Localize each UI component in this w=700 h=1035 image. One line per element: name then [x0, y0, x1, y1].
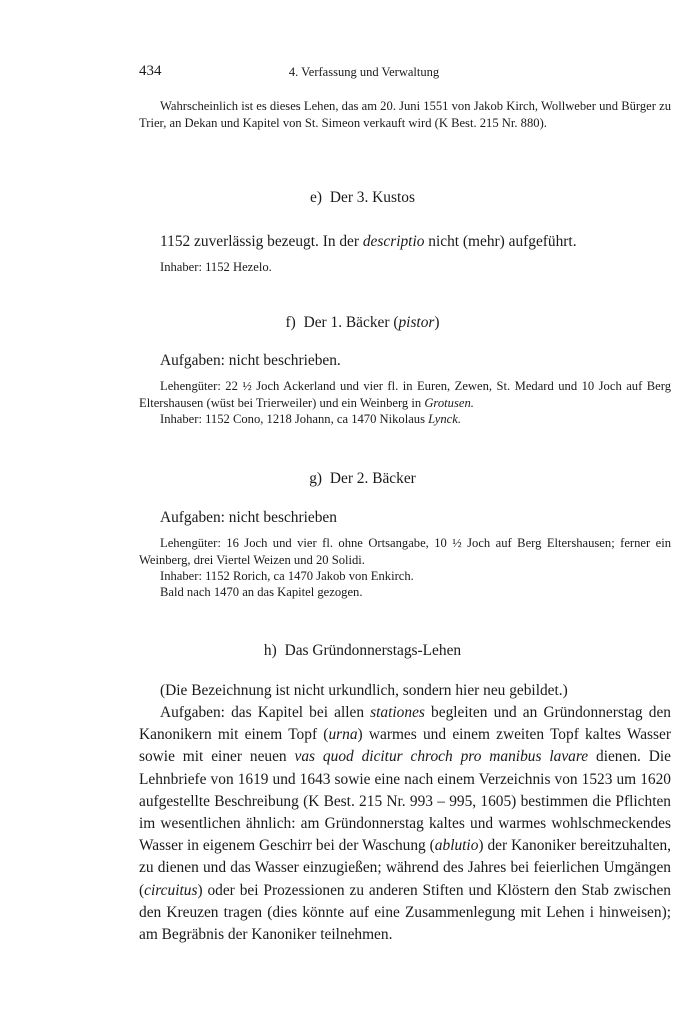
section-g-note: Bald nach 1470 an das Kapitel gezogen.	[160, 585, 363, 599]
section-f-holders	[139, 411, 671, 428]
section-h-title: Das Gründonnerstags-Lehen	[284, 642, 462, 659]
section-h-body	[139, 702, 671, 946]
section-f-heading	[0, 314, 700, 332]
section-g-holders: Inhaber: 1152 Rorich, ca 1470 Jakob von Enkirch.	[160, 569, 414, 583]
intro-paragraph: Wahrscheinlich ist es dieses Lehen, das am 20. Juni 1551 von Jakob Kirch, Wollweber und Bürger zu Trier, an Dekan und Kapitel von St. Simeon verkauft wird (K Best. 215 Nr. 880).	[139, 99, 671, 130]
section-h-text-5: ) der Kanoniker bereitzuhalten, zu dienen und das Wasser einzugießen; während des Jahres bei feierlichen Umgängen (	[139, 837, 671, 899]
section-f-letter: f)	[285, 314, 296, 331]
section-f-holders-pre: Inhaber: 1152 Cono, 1218 Johann, ca 1470 Nikolaus	[160, 412, 429, 426]
running-title: 4. Verfassung und Verwaltung	[288, 65, 440, 79]
section-e-letter: e)	[310, 189, 323, 206]
section-e-text-italic: descriptio	[362, 233, 425, 250]
section-e-text	[139, 231, 671, 253]
section-h-italic-4: ablutio	[434, 837, 479, 855]
section-h-italic-3: vas quod dicitur chroch pro manibus lavare	[294, 748, 589, 766]
section-h-text-2: begleiten und an Gründonnerstag den Kanonikern mit einem Topf (	[139, 704, 671, 744]
section-g-tasks: Aufgaben: nicht beschrieben	[160, 509, 337, 526]
section-e-text-pre: 1152 zuverlässig bezeugt. In der	[160, 233, 363, 250]
section-f-holders-italic: Lynck.	[428, 412, 462, 426]
section-f-tasks: Aufgaben: nicht beschrieben.	[160, 352, 341, 369]
section-e-holders: Inhaber: 1152 Hezelo.	[160, 260, 272, 274]
section-e-heading	[0, 189, 700, 207]
section-h-heading	[0, 642, 700, 660]
section-h-text-3: ) warmes und einem zweiten Topf kaltes Wasser sowie mit einer neuen	[139, 726, 671, 766]
section-h-remark: (Die Bezeichnung ist nicht urkundlich, sondern hier neu gebildet.)	[160, 682, 568, 699]
section-h-letter: h)	[263, 642, 277, 659]
section-h-italic-1: stationes	[370, 704, 425, 721]
section-e-text-post: nicht (mehr) aufgeführt.	[424, 233, 577, 250]
section-f-goods-italic: Grotusen.	[424, 395, 474, 410]
section-h-italic-2: urna	[328, 726, 358, 744]
section-f-title-post: )	[434, 314, 440, 331]
section-e-title: Der 3. Kustos	[329, 189, 415, 206]
section-h-italic-5: circuitus	[144, 881, 198, 899]
section-f-goods-pre: Lehengüter: 22 ½ Joch Ackerland und vier fl. in Euren, Zewen, St. Medard und 10 Joch auf Berg Eltershausen (wüst bei Trierweiler) und ein Weinberg in	[139, 379, 671, 410]
section-f-title-italic: pistor	[398, 314, 435, 331]
section-h-text-4: dienen. Die Lehnbriefe von 1619 und 1643 sowie eine nach einem Verzeichnis von 1523 um 1620 aufgestellte Beschreibung (K Best. 215 Nr. 993 – 995, 1605) bestimmen die Pflichten im wesentlichen ähnlich: am Gründonnerstag kaltes und warmes wohlschmeckendes Wasser in eigenem Geschirr bei der Waschung (	[139, 748, 671, 855]
page-number: 434	[139, 63, 162, 79]
section-g-goods: Lehengüter: 16 Joch und vier fl. ohne Ortsangabe, 10 ½ Joch auf Berg Eltershausen; ferner ein Weinberg, drei Viertel Weizen und 20 Solidi.	[139, 536, 671, 567]
section-g-heading	[0, 470, 700, 488]
section-f-goods	[139, 378, 671, 411]
section-h-text-6: ) oder bei Prozessionen zu anderen Stiften und Klöstern den Stab zwischen den Kreuzen tragen (dies könnte auf eine Zusammenlegung mit Lehen i hinweisen); am Begräbnis der Kanoniker teilnehmen.	[139, 881, 671, 944]
section-g-title: Der 2. Bäcker	[329, 470, 416, 487]
section-h-text-1: Aufgaben: das Kapitel bei allen	[160, 704, 371, 721]
section-g-letter: g)	[309, 470, 323, 487]
section-f-title-pre: Der 1. Bäcker (	[303, 314, 399, 331]
